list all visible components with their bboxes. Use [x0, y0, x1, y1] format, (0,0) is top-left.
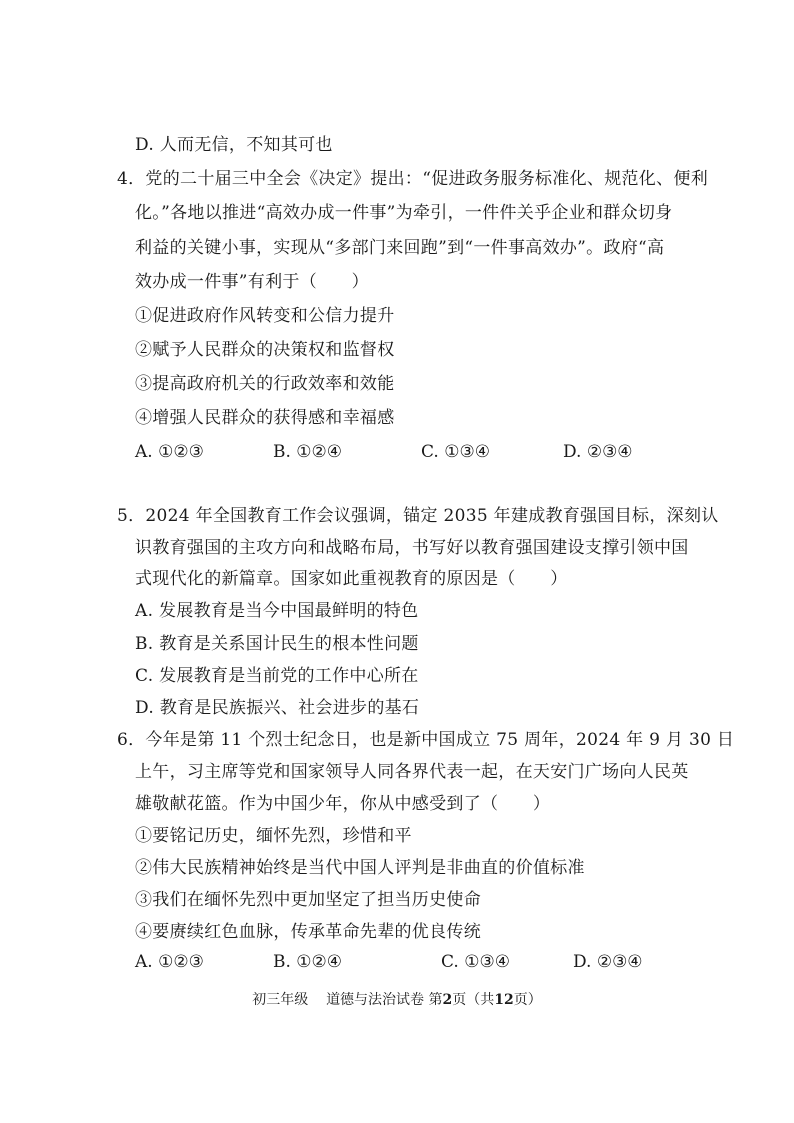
q6-stem-line: 上午，习主席等党和国家领导人同各界代表一起，在天安门广场向人民英	[135, 762, 689, 782]
q4-choices	[0, 441, 794, 463]
q6-statement: ②伟大民族精神始终是当代中国人评判是非曲直的价值标准	[135, 858, 585, 878]
q6-choice-c: C. ①③④	[441, 952, 510, 972]
q4-stem-line: 4．党的二十届三中全会《决定》提出：“促进政务服务标准化、规范化、便利	[117, 169, 709, 189]
q4-statement: ③提高政府机关的行政效率和效能	[135, 374, 395, 394]
q4-choice-a: A. ①②③	[135, 442, 204, 462]
q4-stem-line: 利益的关键小事，实现从“多部门来回跑”到“一件事高效办”。政府“高	[135, 238, 665, 258]
footer-page-prefix: 第	[428, 992, 443, 1008]
q4-stem-line: 化。”各地以推进“高效办成一件事”为牵引，一件件关乎企业和群众切身	[135, 203, 673, 223]
q6-choice-a: A. ①②③	[135, 952, 204, 972]
q5-option-b: B. 教育是关系国计民生的根本性问题	[135, 634, 419, 654]
footer-page-number: 2	[442, 992, 453, 1008]
q6-stem-line: 雄敬献花篮。作为中国少年，你从中感受到了（ ）	[135, 794, 551, 814]
footer-page-suffix: 页）	[513, 992, 542, 1008]
footer-page-total: 12	[494, 992, 514, 1008]
footer-page-mid: 页（共	[452, 992, 495, 1008]
q4-choice-d: D. ②③④	[563, 442, 633, 462]
footer-subject: 道德与法治试卷	[326, 992, 425, 1008]
q4-statement: ②赋予人民群众的决策权和监督权	[135, 340, 395, 360]
q5-stem-line: 识教育强国的主攻方向和战略布局，书写好以教育强国建设支撑引领中国	[135, 538, 689, 558]
q4-stem-line: 效办成一件事”有利于（ ）	[135, 272, 369, 292]
q3-option-d: D. 人而无信，不知其可也	[135, 135, 333, 155]
footer-grade: 初三年级	[252, 992, 309, 1008]
q6-statement: ①要铭记历史，缅怀先烈，珍惜和平	[135, 826, 412, 846]
q4-choice-b: B. ①②④	[273, 442, 343, 462]
q6-choice-d: D. ②③④	[573, 952, 643, 972]
q5-option-d: D. 教育是民族振兴、社会进步的基石	[135, 698, 420, 718]
q6-choice-b: B. ①②④	[273, 952, 343, 972]
page-footer	[0, 991, 794, 1009]
q4-choice-c: C. ①③④	[421, 442, 490, 462]
q6-stem-line: 6．今年是第 11 个烈士纪念日，也是新中国成立 75 周年，2024 年 9 月 30 日	[117, 730, 735, 750]
q6-statement: ③我们在缅怀先烈中更加坚定了担当历史使命	[135, 890, 481, 910]
q5-stem-line: 5．2024 年全国教育工作会议强调，锚定 2035 年建成教育强国目标，深刻认	[117, 506, 719, 526]
q5-option-a: A. 发展教育是当今中国最鲜明的特色	[135, 601, 419, 621]
q4-statement: ④增强人民群众的获得感和幸福感	[135, 408, 395, 428]
q5-option-c: C. 发展教育是当前党的工作中心所在	[135, 666, 419, 686]
q6-choices-final	[0, 951, 794, 973]
q4-statement: ①促进政府作风转变和公信力提升	[135, 306, 395, 326]
q5-stem-line: 式现代化的新篇章。国家如此重视教育的原因是（ ）	[135, 569, 568, 589]
q6-statement: ④要赓续红色血脉，传承革命先辈的优良传统	[135, 922, 481, 942]
